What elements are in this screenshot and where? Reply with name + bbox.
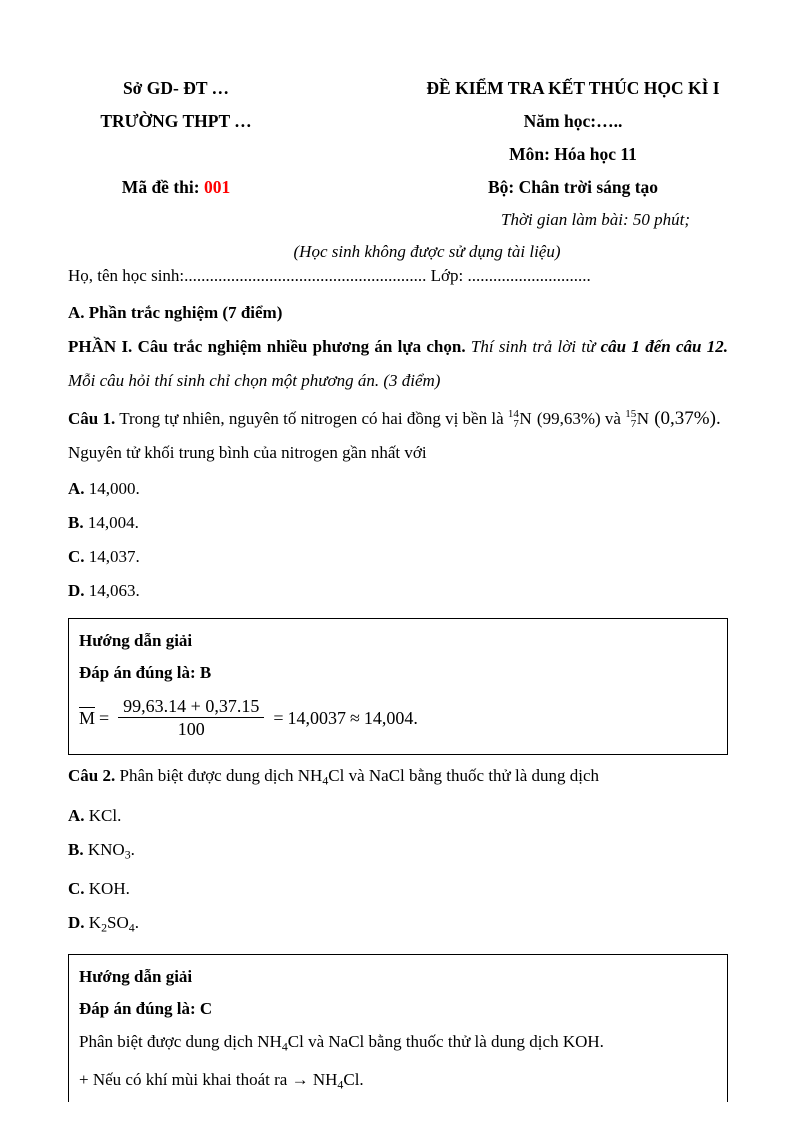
solution-2-line-1-part-2: và <box>308 1031 325 1051</box>
formula-denominator: 100 <box>177 719 205 739</box>
question-2-text-part-2: và <box>348 766 365 785</box>
solution-2-title: Hướng dẫn giải <box>79 966 193 986</box>
q2-choice-b-label: B. <box>68 840 84 860</box>
header-spacer <box>0 138 352 171</box>
solution-2-line-2-part-1: + Nếu có khí mùi khai thoát ra → NH <box>79 1070 338 1090</box>
solution-2-nh4cl-subscript: 4 <box>281 1039 288 1054</box>
choice-b-label: B. <box>68 513 84 532</box>
question-1-text-part-2: (99,63%) và <box>536 409 621 428</box>
q2-choice-a-suffix: . <box>117 806 122 826</box>
part-1-heading: PHẦN I. Câu trắc nghiệm nhiều phương án lựa chọn. <box>68 337 466 356</box>
solution-2-line-2-subscript: 4 <box>337 1077 344 1092</box>
q2-choice-d-formula-2: SO <box>107 912 129 932</box>
question-1-text-part-1: Trong tự nhiên, nguyên tố nitrogen có hai đồng vị bền là <box>119 409 504 428</box>
isotope-nitrogen-15 <box>625 402 649 436</box>
solution-2-nh4cl-tail: Cl <box>287 1031 304 1051</box>
formula-mean-mass-symbol: M <box>79 708 96 729</box>
no-documents-notice: (Học sinh không được sử dụng tài liệu) <box>293 242 561 261</box>
question-2-choice-a[interactable] <box>68 799 728 833</box>
question-1-choice-d[interactable] <box>68 574 728 608</box>
exam-code <box>0 171 352 204</box>
isotope-2-mass-number: 15 <box>625 408 637 421</box>
school-year: Năm học:….. <box>523 111 623 131</box>
solution-2-nacl: NaCl <box>328 1031 365 1051</box>
solution-2-answer: Đáp án đúng là: C <box>79 998 213 1018</box>
solution-2-line-1-part-3: bằng thuốc thử là dung dịch KOH. <box>368 1031 604 1051</box>
q2-choice-d-formula: K <box>88 912 102 932</box>
q2-choice-d-subscript-2: 4 <box>128 919 135 934</box>
q2-choice-c-label: C. <box>68 878 85 898</box>
exam-title: ĐỀ KIỂM TRA KẾT THÚC HỌC KÌ I <box>426 78 720 98</box>
curriculum-line: Bộ: Chân trời sáng tạo <box>487 177 659 197</box>
question-1-choice-c[interactable] <box>68 540 728 574</box>
question-2-choices <box>68 799 728 944</box>
question-1-label: Câu 1. <box>68 409 116 428</box>
question-2-text-part-3: bằng thuốc thử là dung dịch <box>409 766 600 785</box>
q2-choice-d-subscript-1: 2 <box>101 919 108 934</box>
isotope-1-atomic-number: 7 <box>513 418 519 431</box>
question-2-formula-nh4cl <box>297 766 345 788</box>
choice-d-label: D. <box>68 581 85 600</box>
solution-2-line-2 <box>79 1063 717 1101</box>
exam-code-label: Mã đề thi: <box>121 177 200 197</box>
question-2-text-part-1: Phân biệt được dung dịch <box>119 766 294 785</box>
isotope-2-atomic-number: 7 <box>630 418 637 431</box>
exam-code-value: 001 <box>203 177 231 197</box>
formula-numerator: 99,63.14 + 0,37.15 <box>123 696 260 716</box>
q2-choice-b-subscript: 3 <box>124 847 131 862</box>
q2-choice-c-formula: KOH <box>88 878 126 898</box>
nh4cl-tail: Cl <box>328 766 345 785</box>
question-2-choice-c[interactable] <box>68 872 728 906</box>
choice-c-value: 14,037. <box>88 547 140 566</box>
header-row-3 <box>0 138 794 171</box>
solution-box-question-1 <box>68 618 728 755</box>
part-1-instruction <box>68 330 728 398</box>
student-name-line: Họ, tên học sinh:......................................................... Lớp: ............................. <box>68 266 591 285</box>
part-1-instruction-text-2: Mỗi câu hỏi thí sinh chỉ chọn một phương án. (3 điểm) <box>68 371 441 390</box>
solution-1-title: Hướng dẫn giải <box>79 631 193 650</box>
choice-c-label: C. <box>68 547 85 566</box>
solution-1-formula <box>79 697 717 738</box>
formula-result: 14,0037 <box>287 707 346 728</box>
choice-b-value: 14,004. <box>87 513 139 532</box>
part-a-title: A. Phần trắc nghiệm (7 điểm) <box>68 303 283 322</box>
question-1-choices <box>68 472 728 608</box>
question-1 <box>68 402 728 470</box>
formula-equals-1: = <box>99 707 110 728</box>
document-header <box>0 72 794 268</box>
question-2-formula-nacl: NaCl <box>368 766 405 785</box>
header-row-2 <box>0 105 794 138</box>
school-department: Sở GD- ĐT … <box>122 78 230 98</box>
question-1-choice-b[interactable] <box>68 506 728 540</box>
school-name: TRƯỜNG THPT … <box>100 111 252 131</box>
q2-choice-b-suffix: . <box>130 840 135 860</box>
choice-a-value: 14,000. <box>88 479 140 498</box>
question-1-choice-a[interactable] <box>68 472 728 506</box>
q2-choice-d-suffix: . <box>134 912 139 932</box>
solution-2-nh4cl-base: NH <box>257 1031 282 1051</box>
document-body <box>68 262 728 1102</box>
part-1-instruction-text-1: Thí sinh trả lời từ <box>470 337 596 356</box>
solution-2-line-1 <box>79 1025 717 1063</box>
q2-choice-a-formula: KCl <box>88 806 118 826</box>
solution-2-nh4cl <box>257 1031 304 1054</box>
solution-2-line-2-part-2: Cl. <box>343 1070 364 1090</box>
part-1-question-range: câu 1 đến câu 12. <box>600 337 729 356</box>
question-2 <box>68 759 728 797</box>
question-2-choice-b[interactable] <box>68 833 728 871</box>
q2-choice-d-label: D. <box>68 912 85 932</box>
isotope-1-mass-number: 14 <box>507 408 519 421</box>
q2-choice-c-suffix: . <box>125 878 130 898</box>
q2-choice-b-formula: KNO <box>87 840 125 860</box>
subject-line: Môn: Hóa học 11 <box>509 144 637 164</box>
question-2-choice-d[interactable] <box>68 906 728 944</box>
formula-rounded-result: 14,004. <box>363 707 418 728</box>
formula-approx-sign: ≈ <box>349 707 360 728</box>
solution-box-question-2 <box>68 954 728 1102</box>
solution-1-answer: Đáp án đúng là: B <box>79 663 212 682</box>
nh4cl-base: NH <box>297 766 323 785</box>
q2-choice-a-label: A. <box>68 806 85 826</box>
nh4cl-subscript: 4 <box>322 773 329 788</box>
solution-2-line-1-part-1: Phân biệt được dung dịch <box>79 1031 254 1051</box>
choice-d-value: 14,063. <box>88 581 140 600</box>
formula-equals-2: = <box>273 707 284 728</box>
isotope-2-symbol: N <box>636 409 649 428</box>
exam-duration: Thời gian làm bài: 50 phút; <box>501 210 690 229</box>
question-1-text-part-4: Nguyên tử khối trung bình của nitrogen gần nhất với <box>68 443 427 462</box>
question-1-text-part-3: (0,37%). <box>654 408 721 429</box>
formula-fraction <box>118 697 264 738</box>
question-2-label: Câu 2. <box>68 766 116 785</box>
header-row-1 <box>0 72 794 105</box>
choice-a-label: A. <box>68 479 85 498</box>
isotope-1-symbol: N <box>519 409 532 428</box>
isotope-nitrogen-14 <box>508 402 532 436</box>
header-row-4 <box>0 171 794 204</box>
